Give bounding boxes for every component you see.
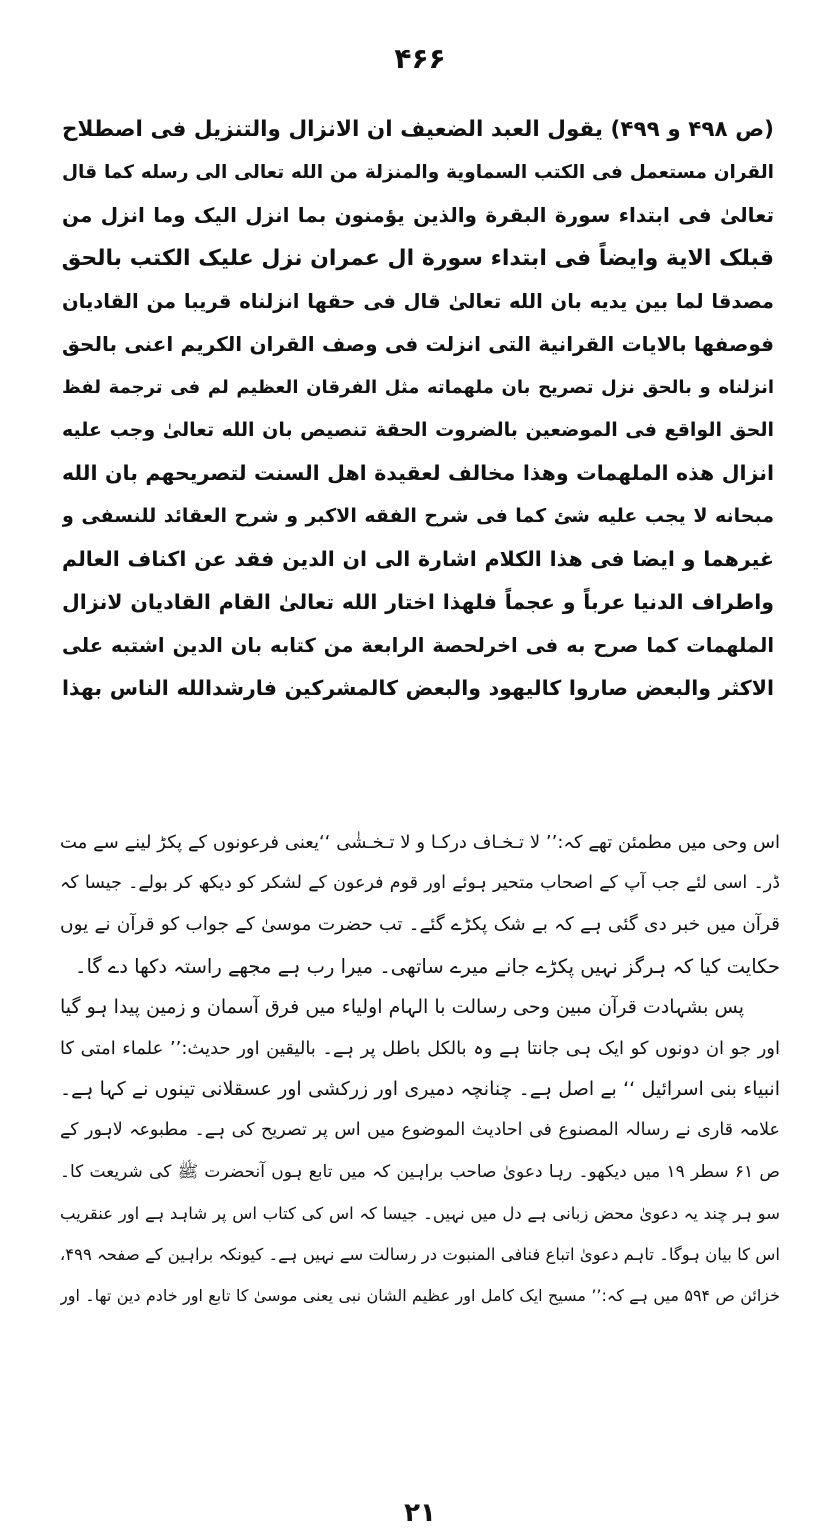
- urdu-line: اور جو ان دونوں کو ایک ہی جانتا ہے وہ بالکل باطل پر ہے۔ بالیقین اور حدیث:’’ علماء امتی کا: [60, 1037, 780, 1059]
- urdu-paragraph-start: پس بشہادت قرآن مبین وحی رسالت با الہام اولیاء میں فرق آسمان و زمین پیدا ہو گیا: [60, 995, 744, 1018]
- page-number-top: ۴۶۶: [394, 42, 446, 75]
- arabic-line: الملهمات كما صرح به فى اخرلحصة الرابعة من كتابه بان الدين اشتبه على: [62, 634, 774, 657]
- arabic-line: انزلناه و بالحق نزل تصريح بان ملهماته مثل الفرقان العظيم لم فى ترجمة لفظ: [62, 377, 774, 398]
- arabic-line: الاكثر والبعض صاروا كاليهود والبعض كالمشركين فارشدالله الناس بهذا: [62, 676, 774, 700]
- arabic-line: مصدقا لما بين يديه بان الله تعالىٰ قال فى حقها انزلناه قريبا من القاديان: [62, 290, 774, 313]
- urdu-line: سو ہر چند یہ دعویٰ محض زبانی ہے دل میں نہیں۔ جیسا کہ اس کی کتاب اس پر شاہد ہے اور عنقریب: [60, 1203, 780, 1223]
- urdu-line: حکایت کیا کہ ہرگز نہیں پکڑے جانے میرے ساتھی۔ میرا رب ہے مجھے راستہ دکھا دے گا۔: [75, 954, 780, 978]
- arabic-line: انزال هذه الملهمات وهذا مخالف لعقيدة اهل السنت لتصريحهم بان الله: [62, 461, 774, 485]
- arabic-line: فوصفها بالايات القرانية التى انزلت فى وصف القران الكريم اعنى بالحق: [62, 332, 774, 356]
- urdu-line: اس کا بیان ہوگا۔ تاہم دعویٰ اتباع فنافی المنبوت در رسالت سے نہیں ہے۔ کیونکہ براہین کے صفحہ ۴۹۹،: [60, 1244, 780, 1264]
- urdu-line: علامہ قاری نے رسالہ المصنوع فی احادیث الموضوع میں اس پر تصریح کی ہے۔ مطبوعہ لاہور کے: [60, 1120, 780, 1141]
- page-number-bottom: ۲۱: [404, 1498, 436, 1528]
- arabic-line: قبلک الاية وايضاً فى ابتداء سورة ال عمران نزل عليک الكتب بالحق: [62, 246, 774, 271]
- urdu-line: خزائن ص ۵۹۴ میں ہے کہ:’’ مسیح ایک کامل اور عظیم الشان نبی یعنی موسیٰ کا تابع اور خادم دین تھا۔ اور: [60, 1286, 780, 1306]
- urdu-line: انبیاء بنی اسرائیل ‘‘ بے اصل ہے۔ چنانچہ دمیری اور زرکشی اور عسقلانی تینوں نے کہا ہے۔: [60, 1078, 780, 1101]
- arabic-line: تعالىٰ فى ابتداء سورة البقرة والذين يؤمنون بما انزل اليک وما انزل من: [62, 203, 774, 227]
- arabic-line: الحق الواقع فى الموضعين بالضروت الحقة تنصيص بان الله تعالىٰ وجب عليه: [62, 419, 774, 441]
- arabic-line: واطراف الدنيا عرباً و عجماً فلهذا اختار الله تعالىٰ القام القاديان لانزال: [62, 590, 774, 614]
- arabic-line: غيرهما و ايضا فى هذا الكلام اشارة الى ان الدين فقد عن اكناف العالم: [62, 547, 774, 571]
- urdu-line: ڈر۔ اسی لئے جب آپ کے اصحاب متحیر ہوئے اور قوم فرعون کے لشکر کو دیکھ کر بولے۔ جیسا کہ: [60, 873, 780, 894]
- urdu-body-text: [60, 822, 780, 1316]
- urdu-line: قرآن میں خبر دی گئی ہے کہ بے شک پکڑے گئے۔ تب حضرت موسیٰ کے جواب کو قرآن نے یوں: [60, 914, 780, 936]
- arabic-quotation-block: [62, 108, 774, 710]
- urdu-line: ص ۶۱ سطر ۱۹ میں دیکھو۔ رہا دعویٰ صاحب براہین کہ میں تابع ہوں آنحضرت ﷺ کی شریعت کا۔: [60, 1161, 780, 1182]
- arabic-line: مبحانه لا يجب عليه شئ كما فى شرح الفقه الاكبر و شرح العقائد للنسفى و: [62, 505, 774, 527]
- arabic-line: القران مستعمل فى الكتب السماوية والمنزلة من الله تعالى الى رسله كما قال: [62, 162, 774, 183]
- arabic-line: (ص ۴۹۸ و ۴۹۹) يقول العبد الضعيف ان الانزال والتنزيل فى اصطلاح: [62, 117, 774, 142]
- urdu-line: اس وحی میں مطمئن تھے کہ:’’ لا تـخـاف درکـا و لا تـخـشٰی ‘‘یعنی فرعونوں کے پکڑ لینے سے مت: [60, 832, 780, 853]
